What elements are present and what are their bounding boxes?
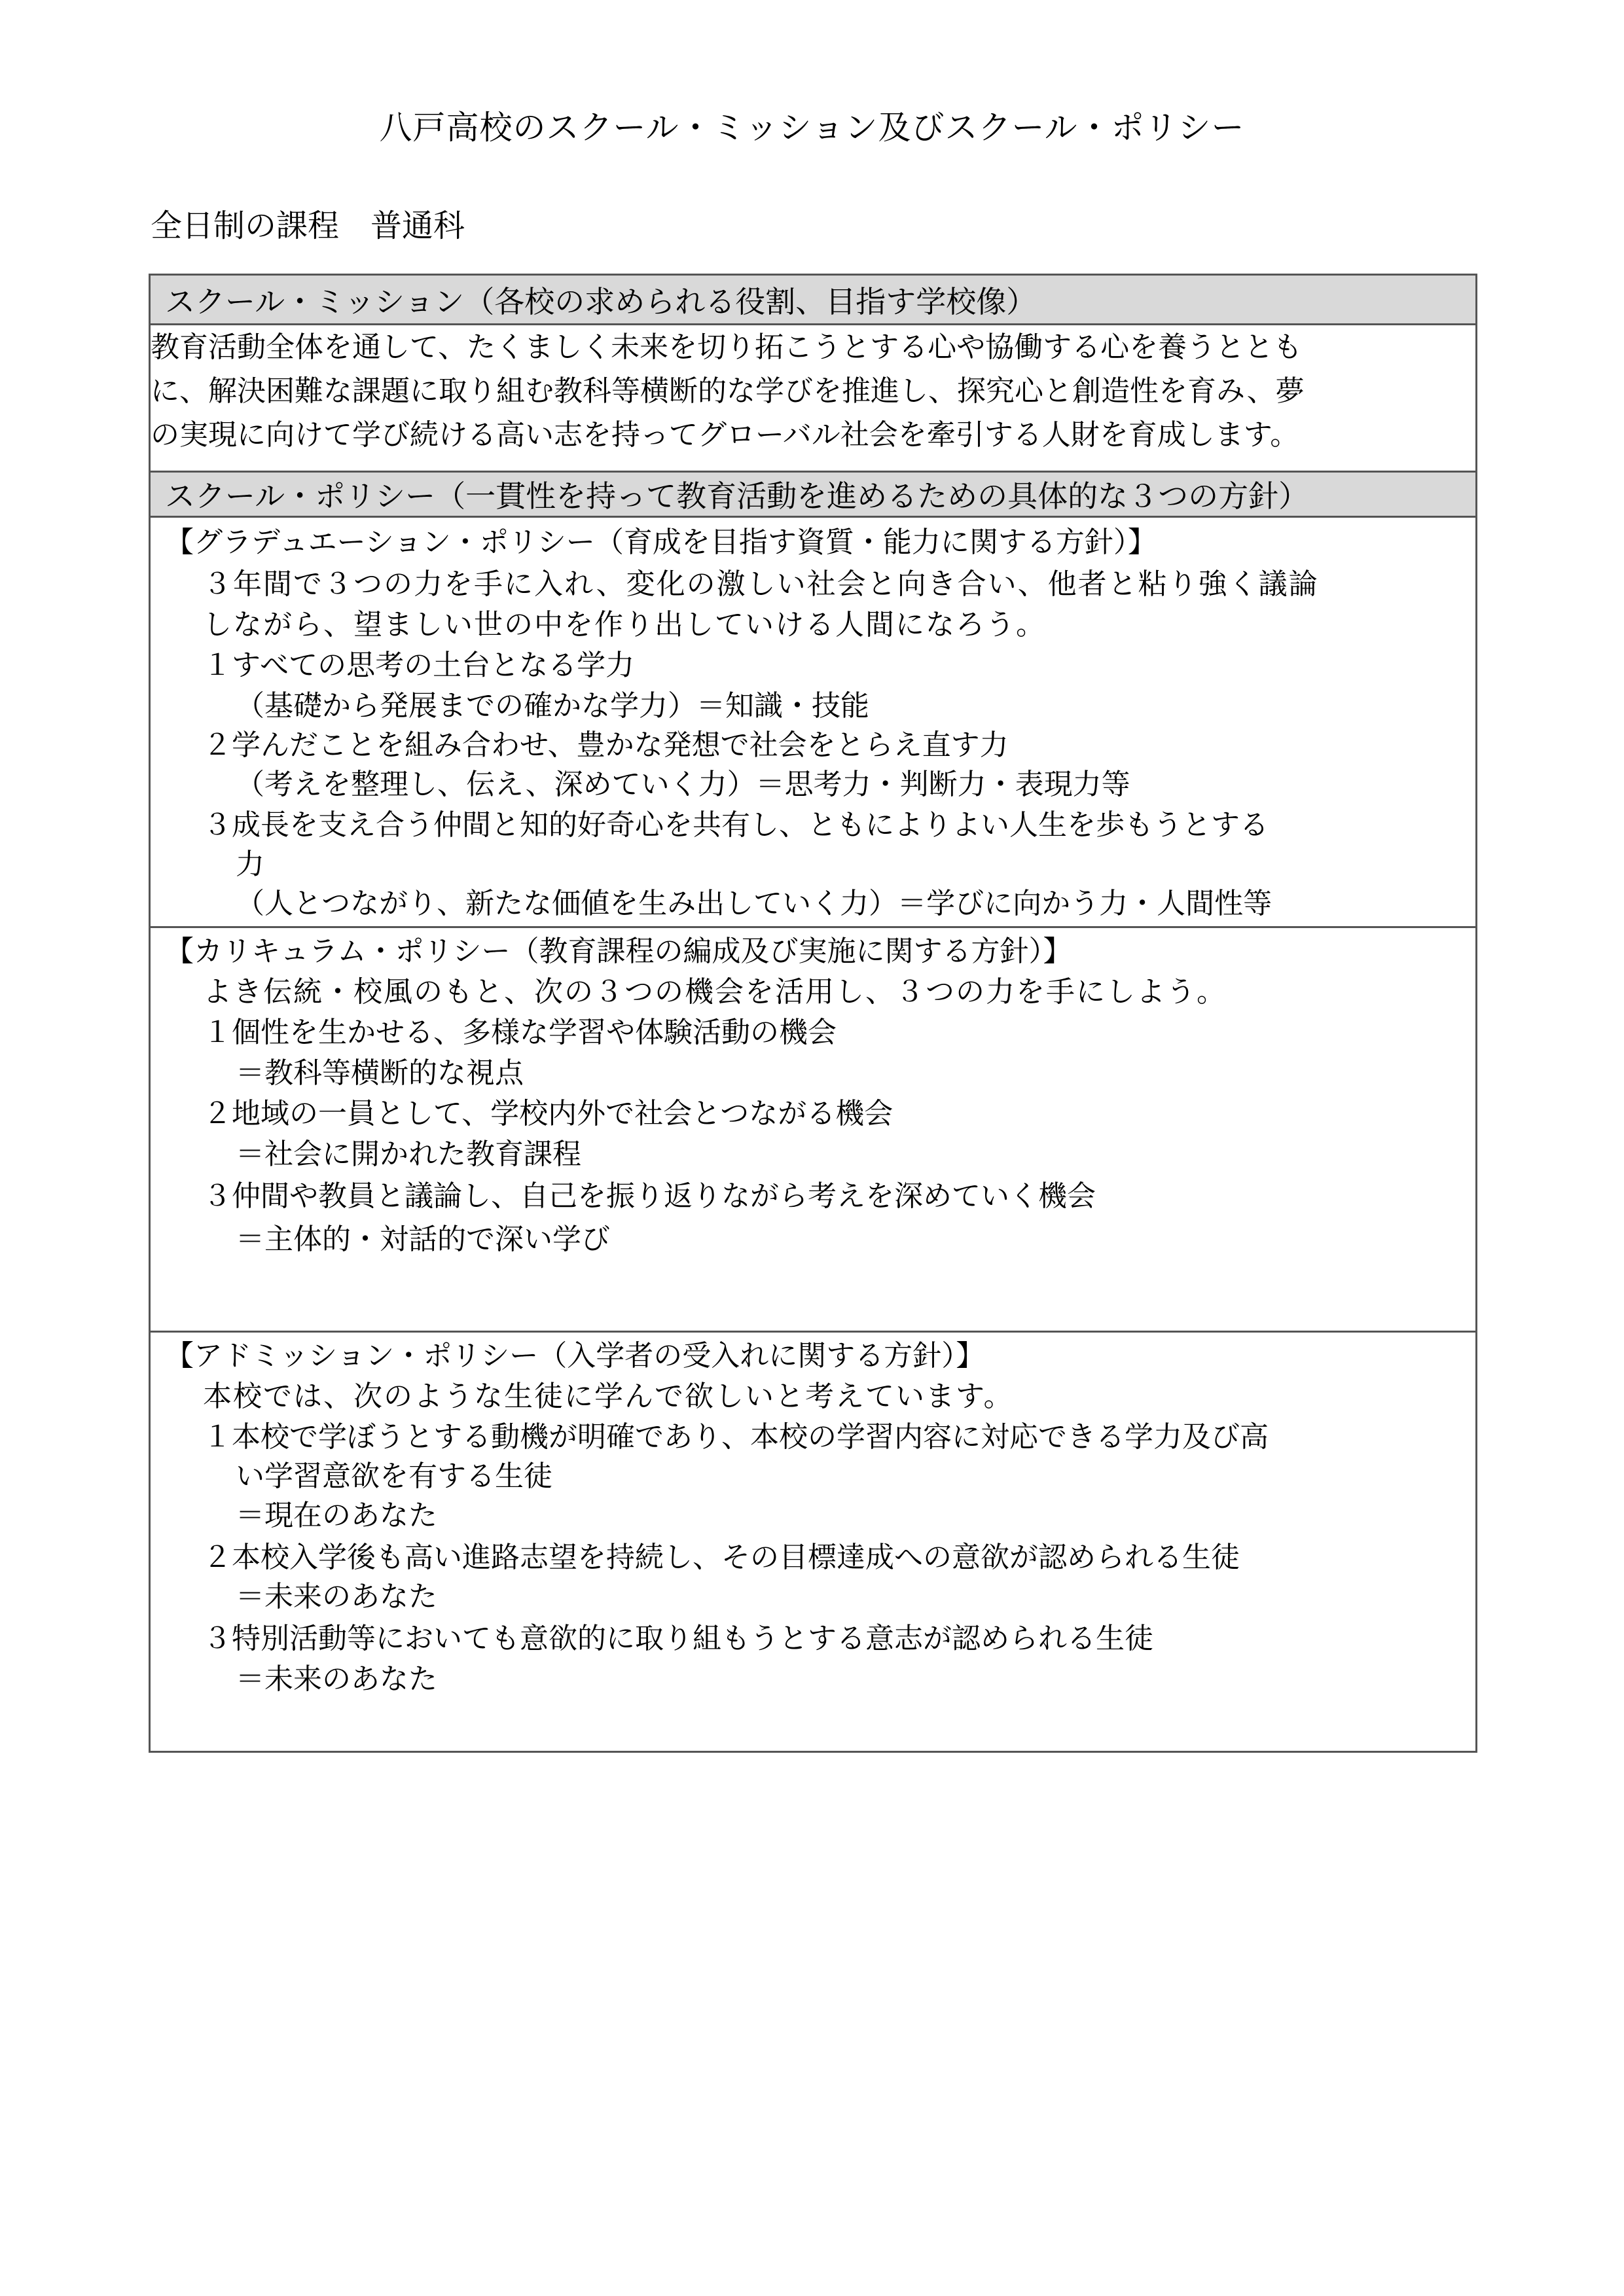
graduation-lead-line-1: ３年間で３つの力を手に入れ、変化の激しい社会と向き合い、他者と粘り強く議論 bbox=[203, 567, 1319, 601]
curriculum-lead: よき伝統・校風のもと、次の３つの機会を活用し、３つの力を手にしよう。 bbox=[203, 975, 1227, 1009]
admission-item-1-detail: ＝現在のあなた bbox=[236, 1499, 437, 1532]
graduation-item-3: ３成長を支え合う仲間と知的好奇心を共有し、ともによりよい人生を歩もうとする bbox=[203, 808, 1269, 842]
curriculum-item-3-detail: ＝主体的・対話的で深い学び bbox=[236, 1223, 610, 1256]
admission-item-1: １本校で学ぼうとする動機が明確であり、本校の学習内容に対応できる学力及び高 bbox=[203, 1420, 1269, 1454]
policy-header: スクール・ポリシー（一貫性を持って教育活動を進めるための具体的な３つの方針） bbox=[151, 471, 1475, 518]
admission-policy-section bbox=[151, 1331, 1475, 1751]
admission-item-2: ２本校入学後も高い進路志望を持続し、その目標達成への意欲が認められる生徒 bbox=[203, 1541, 1240, 1574]
curriculum-item-3: ３仲間や教員と議論し、自己を振り返りながら考えを深めていく機会 bbox=[203, 1179, 1096, 1213]
mission-header: スクール・ミッション（各校の求められる役割、目指す学校像） bbox=[151, 276, 1475, 325]
graduation-lead-line-2: しながら、望ましい世の中を作り出していける人間になろう。 bbox=[203, 608, 1046, 641]
curriculum-item-1-detail: ＝教科等横断的な視点 bbox=[236, 1056, 524, 1090]
graduation-item-2: ２学んだことを組み合わせ、豊かな発想で社会をとらえ直す力 bbox=[203, 728, 1009, 762]
graduation-policy-title: 【グラデュエーション・ポリシー（育成を目指す資質・能力に関する方針）】 bbox=[165, 526, 1157, 559]
mission-cell bbox=[151, 325, 1475, 471]
admission-item-2-detail: ＝未来のあなた bbox=[236, 1580, 437, 1613]
course-heading: 全日制の課程 普通科 bbox=[151, 207, 465, 244]
curriculum-item-2-detail: ＝社会に開かれた教育課程 bbox=[236, 1138, 581, 1171]
mission-line-2: に、解決困難な課題に取り組む教科等横断的な学びを推進し、探究心と創造性を育み、夢 bbox=[151, 375, 1305, 407]
graduation-item-3-detail: （人とつながり、新たな価値を生み出していく力）＝学びに向かう力・人間性等 bbox=[236, 887, 1272, 920]
curriculum-policy-title: 【カリキュラム・ポリシー（教育課程の編成及び実施に関する方針）】 bbox=[165, 935, 1072, 968]
graduation-item-3-cont: 力 bbox=[236, 848, 264, 881]
mission-line-1: 教育活動全体を通して、たくましく未来を切り拓こうとする心や協働する心を養うととも bbox=[151, 331, 1303, 363]
graduation-item-2-detail: （考えを整理し、伝え、深めていく力）＝思考力・判断力・表現力等 bbox=[236, 768, 1130, 801]
policy-table bbox=[149, 274, 1477, 1753]
curriculum-item-1: １個性を生かせる、多様な学習や体験活動の機会 bbox=[203, 1016, 837, 1049]
curriculum-item-2: ２地域の一員として、学校内外で社会とつながる機会 bbox=[203, 1097, 893, 1130]
mission-line-3: の実現に向けて学び続ける高い志を持ってグローバル社会を牽引する人財を育成します。 bbox=[151, 419, 1299, 451]
admission-item-3: ３特別活動等においても意欲的に取り組もうとする意志が認められる生徒 bbox=[203, 1622, 1153, 1655]
graduation-item-1-detail: （基礎から発展までの確かな学力）＝知識・技能 bbox=[236, 689, 869, 723]
graduation-item-1: １すべての思考の土台となる学力 bbox=[203, 649, 635, 682]
admission-item-3-detail: ＝未来のあなた bbox=[236, 1662, 437, 1696]
graduation-policy-section bbox=[151, 518, 1475, 926]
page-title: 八戸高校のスクール・ミッション及びスクール・ポリシー bbox=[379, 109, 1245, 147]
curriculum-policy-section bbox=[151, 926, 1475, 1331]
admission-policy-title: 【アドミッション・ポリシー（入学者の受入れに関する方針）】 bbox=[165, 1339, 985, 1372]
admission-lead: 本校では、次のような生徒に学んで欲しいと考えています。 bbox=[203, 1380, 1014, 1413]
admission-item-1-cont: い学習意欲を有する生徒 bbox=[236, 1460, 552, 1493]
